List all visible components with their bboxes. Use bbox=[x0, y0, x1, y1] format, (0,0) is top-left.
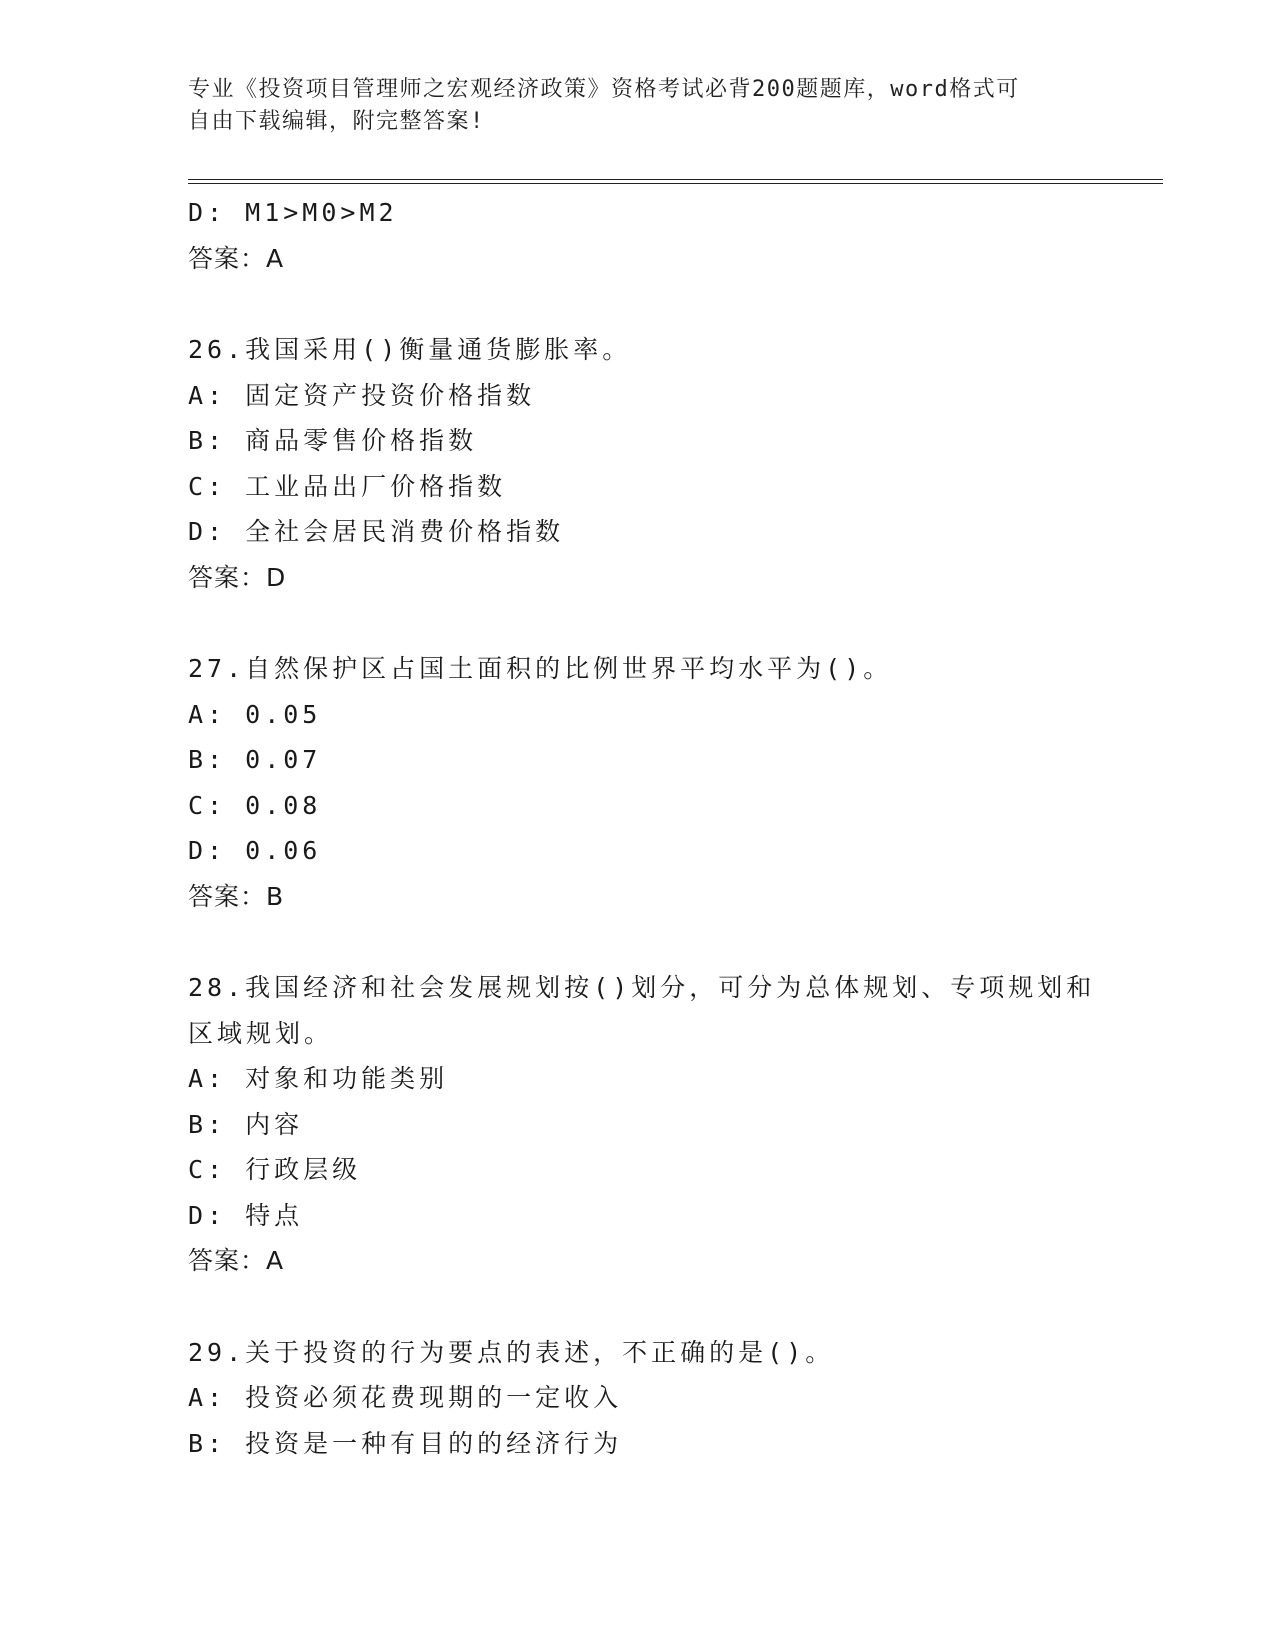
question-26-option-d: D: 全社会居民消费价格指数 bbox=[188, 517, 565, 546]
question-27-option-d: D: 0.06 bbox=[188, 836, 322, 865]
question-28-option-a: A: 对象和功能类别 bbox=[188, 1064, 449, 1093]
question-27-option-c: C: 0.08 bbox=[188, 790, 322, 820]
question-29-option-b: B: 投资是一种有目的的经济行为 bbox=[188, 1428, 623, 1458]
header-line-2: 自由下载编辑，附完整答案! bbox=[188, 109, 485, 134]
prev-answer: 答案：A bbox=[188, 243, 285, 273]
header-line-1: 专业《投资项目管理师之宏观经济政策》资格考试必背200题题库，word格式可 bbox=[188, 77, 1020, 102]
question-27-stem: 27.自然保护区占国土面积的比例世界平均水平为()。 bbox=[188, 654, 893, 683]
question-28-stem-line-1: 28.我国经济和社会发展规划按()划分，可分为总体规划、专项规划和 bbox=[188, 973, 1096, 1002]
question-27-option-a: A: 0.05 bbox=[188, 699, 322, 729]
spacer bbox=[188, 281, 1128, 327]
question-29-stem: 29.关于投资的行为要点的表述，不正确的是()。 bbox=[188, 1337, 835, 1367]
question-26-option-c: C: 工业品出厂价格指数 bbox=[188, 471, 507, 501]
question-28-option-d: D: 特点 bbox=[188, 1200, 304, 1230]
question-28-option-b: B: 内容 bbox=[188, 1109, 304, 1139]
question-27-answer: 答案：B bbox=[188, 881, 285, 911]
spacer bbox=[188, 1284, 1128, 1330]
question-26-option-b: B: 商品零售价格指数 bbox=[188, 426, 478, 455]
document-header bbox=[188, 74, 1088, 138]
spacer bbox=[188, 600, 1128, 646]
prev-option-d: D: M1>M0>M2 bbox=[188, 198, 398, 227]
question-26-stem: 26.我国采用()衡量通货膨胀率。 bbox=[188, 335, 632, 364]
question-28-stem-line-2: 区域规划。 bbox=[188, 1018, 334, 1048]
spacer bbox=[188, 919, 1128, 965]
question-26-answer: 答案：D bbox=[188, 562, 287, 592]
question-27-option-b: B: 0.07 bbox=[188, 745, 322, 774]
question-26-option-a: A: 固定资产投资价格指数 bbox=[188, 380, 536, 410]
question-28-option-c: C: 行政层级 bbox=[188, 1155, 362, 1184]
question-29-option-a: A: 投资必须花费现期的一定收入 bbox=[188, 1383, 623, 1412]
header-divider bbox=[188, 179, 1163, 184]
question-content bbox=[188, 190, 1128, 1466]
question-28-answer: 答案：A bbox=[188, 1246, 285, 1275]
